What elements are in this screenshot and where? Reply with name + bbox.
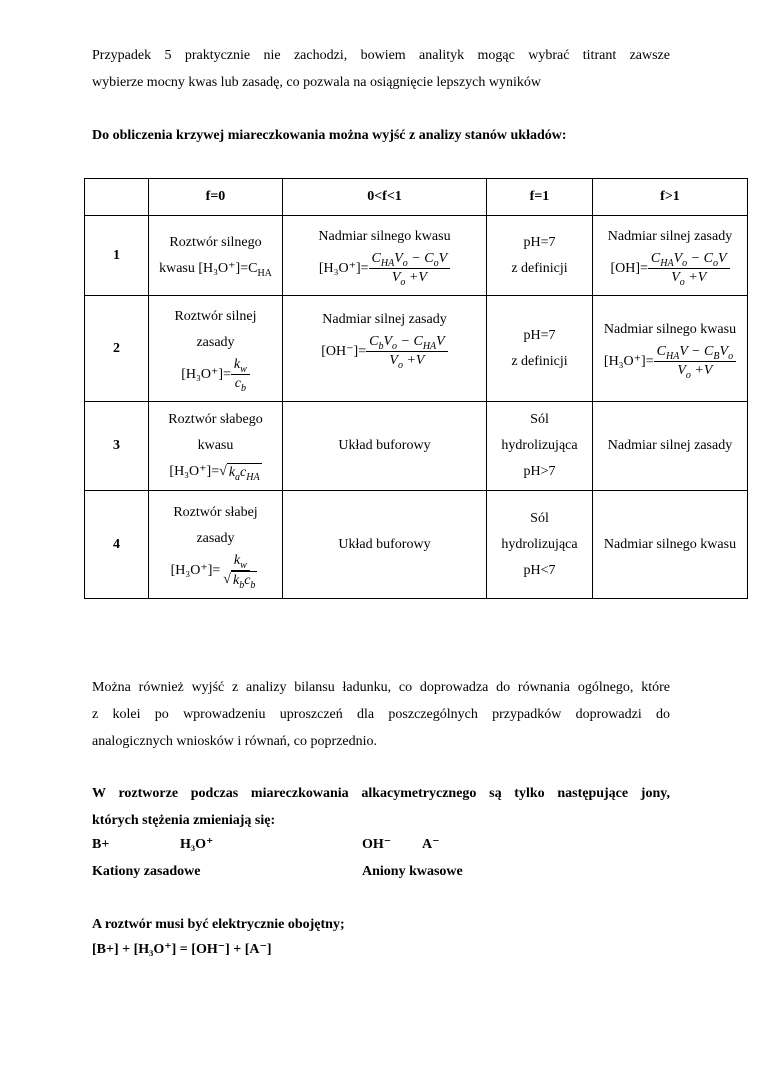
cell-line: Nadmiar silnego kwasu [603, 322, 737, 337]
ion-h3o: H₃O⁺ [180, 837, 214, 852]
cell-line: z definicji [511, 260, 568, 276]
para2-line-3: analogicznych wniosków i równań, co poprzednio. [92, 734, 377, 749]
fraction: $\frac{k_w}{c_b}$ [231, 356, 250, 393]
para2-line-1: Można również wyjść z analizy bilansu ładunku, co doprowadza do równania ogólnego, które [92, 680, 670, 695]
cell-f-gt1: Nadmiar silnej zasady [593, 402, 748, 491]
cell-line: zasady [196, 530, 235, 546]
cell-f-between [283, 216, 487, 296]
cell-line: Roztwór silnego [169, 234, 262, 250]
formula-prefix: [H₃O⁺]= [603, 353, 654, 369]
cell-line: kwasu $[H_3O^+]=C_{HA}$ [159, 260, 272, 279]
formula-prefix: [H₃O⁺]= [169, 464, 220, 479]
row-number: 2 [85, 296, 149, 402]
table-row [85, 491, 748, 599]
formula [604, 343, 736, 380]
cell-line: hydrolizująca [501, 438, 578, 453]
cell-f1 [487, 296, 593, 402]
formula-prefix: [H₃O⁺]= [181, 366, 231, 382]
cell-line: pH=7 [523, 234, 556, 250]
formula-prefix: [OH]= [610, 260, 648, 276]
cell-f-between: Układ buforowy [283, 402, 487, 491]
formula [181, 356, 250, 393]
cell-line: kwasu [197, 438, 234, 453]
ion-a: A⁻ [422, 837, 440, 852]
charge-balance-paragraph [92, 674, 670, 755]
cell-line: z definicji [511, 353, 568, 369]
heading-curve-calculation: Do obliczenia krzywej miareczkowania można wyjść z analizy stanów układów: [92, 128, 567, 143]
intro-line-1: Przypadek 5 praktycznie nie zachodzi, bowiem analityk mogąc wybrać titrant zawsze [92, 48, 670, 63]
formula [171, 552, 261, 590]
table-row [85, 216, 748, 296]
table-row [85, 402, 748, 491]
fraction: $\frac{C_{HA}V - C_BV_o}{V_o +V}$ [654, 343, 736, 380]
header-f-between: 0<f<1 [283, 179, 487, 216]
cell-line: pH<7 [523, 562, 556, 578]
formula [610, 250, 729, 287]
intro-paragraph [92, 42, 670, 96]
cell-line: Nadmiar silnego kwasu [318, 229, 451, 244]
cell-line: Roztwór słabego [168, 412, 263, 427]
cations-label: Kationy zasadowe [92, 864, 201, 879]
fraction: $\frac{C_{HA}V_o - C_oV}{V_o +V}$ [648, 250, 730, 287]
cell-f-gt1: Nadmiar silnego kwasu [593, 491, 748, 599]
ions-heading [92, 780, 670, 834]
cell-f0 [149, 491, 283, 599]
neutrality-statement: A roztwór musi być elektrycznie obojętny; [92, 917, 345, 932]
ion-oh: OH⁻ [362, 837, 392, 852]
cell-f-between: Układ buforowy [283, 491, 487, 599]
cell-f-gt1 [593, 216, 748, 296]
cell-f1 [487, 491, 593, 599]
intro-line-2: wybierze mocny kwas lub zasadę, co pozwala na osiągnięcie lepszych wyników [92, 75, 542, 90]
cell-line: Nadmiar silnej zasady [607, 229, 733, 244]
cell-f-between [283, 296, 487, 402]
cell-f0 [149, 296, 283, 402]
cell-f-gt1 [593, 296, 748, 402]
table-header-row [85, 179, 748, 216]
para2-line-2: z kolei po wprowadzeniu uproszczeń dla poszczególnych przypadków doprowadzi do [92, 707, 670, 722]
formula-prefix: [H₃O⁺]= [170, 562, 221, 578]
cell-f1 [487, 402, 593, 491]
anions-label: Aniony kwasowe [362, 864, 463, 879]
square-root: √ $k_ac_{HA}$ [219, 464, 260, 483]
charge-balance-equation: [B+] + [H₃O⁺] = [OH⁻] + [A⁻] [92, 942, 272, 957]
cell-line: hydrolizująca [501, 536, 578, 552]
cell-line: Roztwór silnej [174, 309, 257, 324]
cell-f1 [487, 216, 593, 296]
titration-states-table [84, 178, 748, 599]
cell-line: zasady [196, 335, 235, 350]
row-number: 4 [85, 491, 149, 599]
cell-f0 [149, 402, 283, 491]
cell-line: Sól [530, 510, 549, 526]
header-f-gt1: f>1 [593, 179, 748, 216]
cell-line: Roztwór słabej [173, 504, 258, 520]
heading2-line-2: których stężenia zmieniają się: [92, 813, 276, 828]
fraction: $\frac{C_{HA}V_o - C_oV}{V_o +V}$ [369, 250, 451, 287]
cell-text: kwasu [H₃O⁺]=C [159, 260, 258, 276]
row-number: 3 [85, 402, 149, 491]
fraction: $\frac{C_bV_o - C_{HA}V}{V_o +V}$ [366, 333, 448, 370]
table-row [85, 296, 748, 402]
cell-line: pH>7 [523, 464, 556, 479]
ion-b: B+ [92, 837, 110, 852]
cell-line: Sól [530, 412, 549, 427]
cell-line: Nadmiar silnej zasady [322, 312, 447, 327]
header-f1: f=1 [487, 179, 593, 216]
heading2-line-1: W roztworze podczas miareczkowania alkacymetrycznego są tylko następujące jony, [92, 786, 670, 801]
cell-line: pH=7 [523, 327, 556, 343]
formula [319, 250, 450, 287]
fraction: $k_w$ √ $k_bc_b$ [223, 552, 256, 591]
formula [321, 333, 447, 370]
cell-f0 [149, 216, 283, 296]
formula-prefix: [H₃O⁺]= [318, 260, 369, 276]
header-f0: f=0 [149, 179, 283, 216]
formula-prefix: [OH⁻]= [321, 343, 367, 359]
header-empty [85, 179, 149, 216]
row-number: 1 [85, 216, 149, 296]
formula [169, 459, 261, 485]
